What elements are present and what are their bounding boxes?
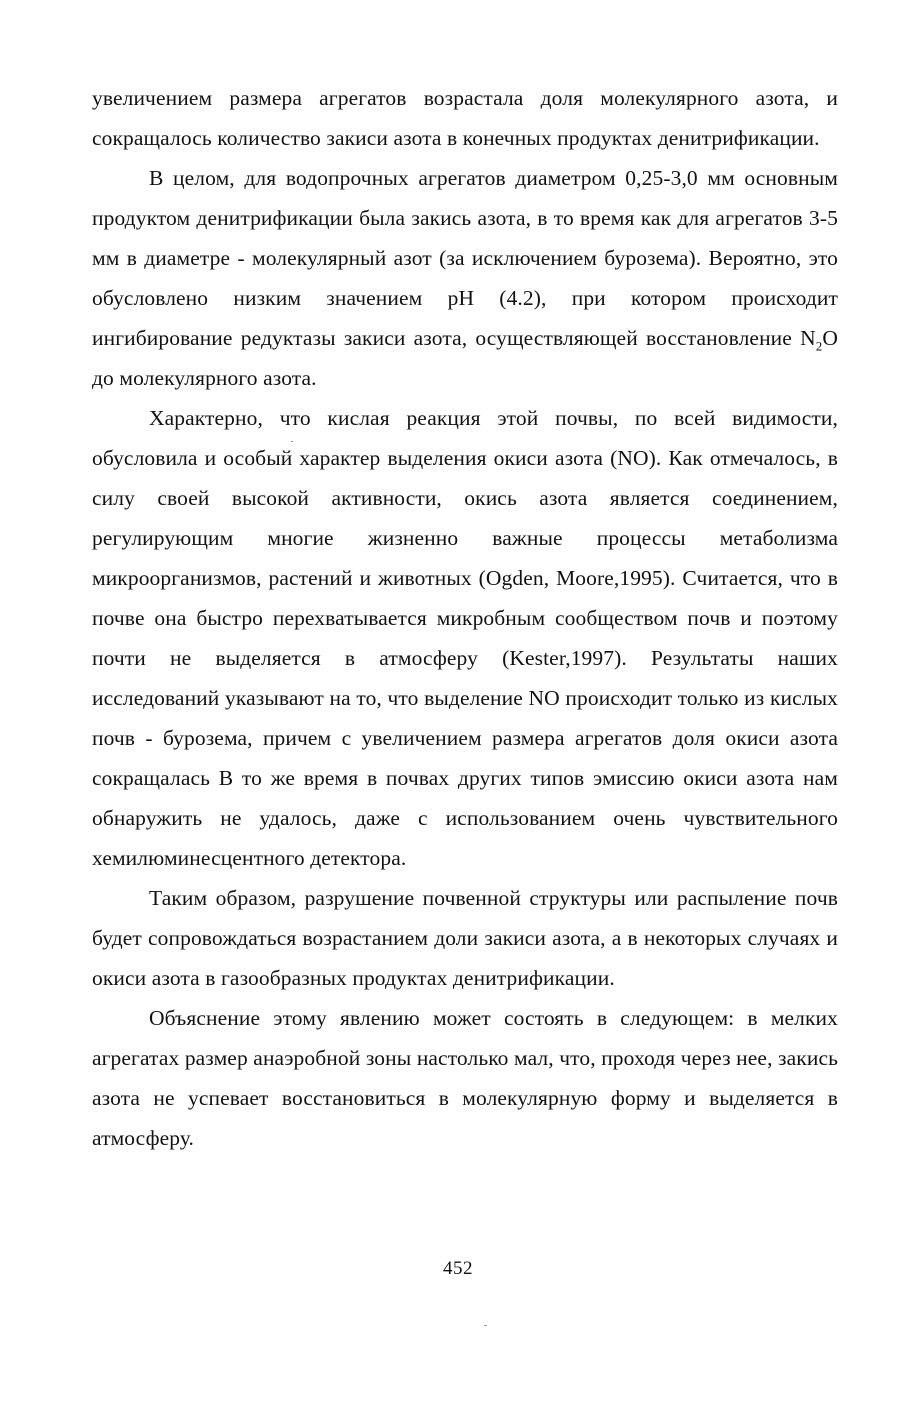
paragraph-2-tail: O до молекулярного азота. (92, 326, 838, 390)
scan-artifact (291, 441, 293, 442)
page-number: 452 (443, 1258, 473, 1279)
scan-artifact (484, 1325, 487, 1326)
subscript-2: 2 (815, 338, 823, 354)
paragraph-2 (92, 158, 838, 398)
paragraph-3: Характерно, что кислая реакция этой почвы, по всей видимости, обусловила и особый характер выделения окиси азота (NO). Как отмечалось, в силу своей высокой активности, окись азота является соединением, регулирующим многие жизненно важные процессы метаболизма микроорганизмов, растений и животных (Ogden, Moore,1995). Считается, что в почве она быстро перехватывается микробным сообществом почв и поэтому почти не выделяется в атмосферу (Kester,1997). Результаты наших исследований указывают на то, что выделение NO происходит только из кислых почв - бурозема, причем с увеличением размера агрегатов доля окиси азота сокращалась В то же время в почвах других типов эмиссию окиси азота нам обнаружить не удалось, даже с использованием очень чувствительного хемилюминесцентного детектора. (92, 406, 838, 870)
paragraph-2-text: В целом, для водопрочных агрегатов диаметром 0,25-3,0 мм основным продуктом денитрификации была закись азота, в то время как для агрегатов 3-5 мм в диаметре - молекулярный азот (за исключением бурозема). Вероятно, это обусловлено низким значением pH (4.2), при котором происходит ингибирование редуктазы закиси азота, осуществляющей восстановление N (92, 166, 838, 350)
paragraph-4: Таким образом, разрушение почвенной структуры или распыление почв будет сопровождаться возрастанием доли закиси азота, а в некоторых случаях и окиси азота в газообразных продуктах денитрификации. (92, 886, 838, 990)
paragraph-5: Объяснение этому явлению может состоять в следующем: в мелких агрегатах размер анаэробной зоны настолько мал, что, проходя через нее, закись азота не успевает восстановиться в молекулярную форму и выделяется в атмосферу. (92, 1006, 838, 1150)
body-text (92, 78, 838, 1158)
paragraph-1: увеличением размера агрегатов возрастала доля молекулярного азота, и сокращалось количество закиси азота в конечных продуктах денитрификации. (92, 86, 838, 150)
